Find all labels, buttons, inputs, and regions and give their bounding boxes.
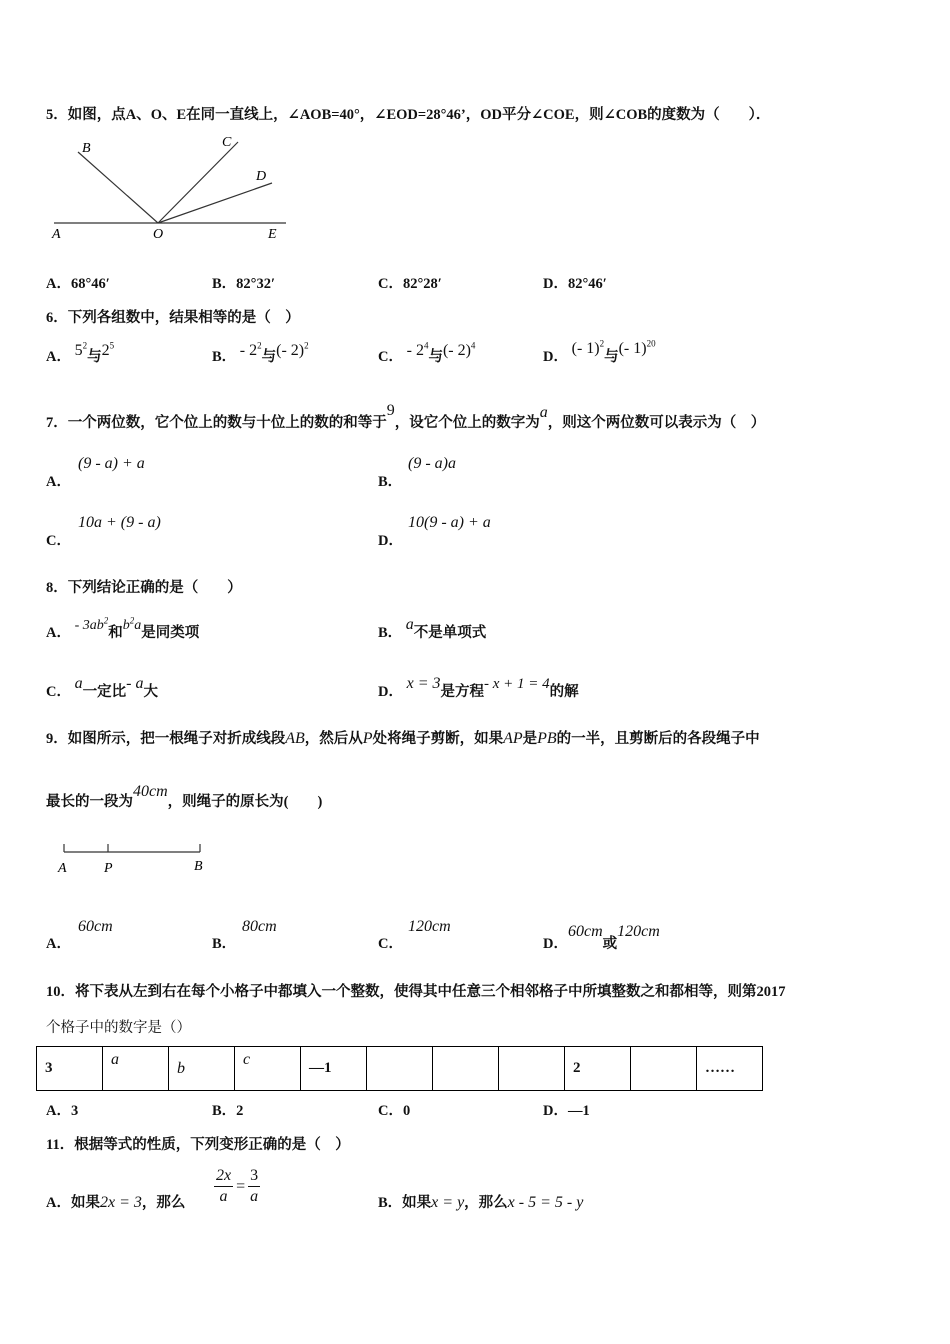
q10-option-b[interactable]: B．2 [212,1103,244,1119]
label-D: D [256,169,267,184]
table-cell [433,1047,499,1091]
q7-option-c[interactable]: C． [46,533,71,549]
q11-stem: 11．根据等式的性质，下列变形正确的是（ ） [46,1137,350,1153]
q5-option-c[interactable]: C．82°28′ [378,276,442,292]
q5-option-d[interactable]: D．82°46′ [543,276,607,292]
q6-option-c[interactable]: C． - $2^4$与(- 2)$^4$ [378,340,476,365]
q10-number-table [36,1046,763,1091]
q7-option-a[interactable]: A． [46,474,71,490]
ray-OD [158,183,272,223]
q9-value-c: 120cm [408,918,451,935]
table-cell: c [235,1047,301,1091]
fraction-right: $\frac{3}{a}$ [250,1167,259,1205]
q7-expr-c: 10a + (9 - a) [78,514,161,531]
label-E: E [268,227,277,242]
ray-OB [78,152,158,223]
table-cell: …… [697,1047,763,1091]
q10-stem-line2: 个格子中的数字是（） [46,1020,191,1036]
label-B: B [82,141,91,156]
q9-stem-line2: 最长的一段为40cm，则绳子的原长为( ) [46,783,323,810]
q10-option-c[interactable]: C．0 [378,1103,411,1119]
q8-option-d[interactable]: D． x = 3是方程- x + 1 = 4的解 [378,675,579,700]
label-A: A [58,861,67,876]
q6-option-b[interactable]: B． - $2^2$与(- 2)$^2$ [212,340,309,365]
q8-option-a[interactable]: A． - $3ab^2$和$b^2a$是同类项 [46,615,200,641]
table-cell: —1 [301,1047,367,1091]
table-cell: 2 [565,1047,631,1091]
q8-option-c[interactable]: C． a一定比- a大 [46,675,158,700]
q6-stem: 6．下列各组数中，结果相等的是（ ） [46,310,300,326]
label-O: O [153,227,164,242]
label-B: B [194,859,203,874]
q10-option-a[interactable]: A．3 [46,1103,79,1119]
q9-value-a: 60cm [78,918,113,935]
q9-option-c[interactable]: C． [378,936,403,952]
q8-stem: 8．下列结论正确的是（ ） [46,580,242,596]
q7-option-b[interactable]: B． [378,474,403,490]
q6-option-a[interactable]: A． $5^2$与$2^5$ [46,340,115,365]
fraction-left: $\frac{2x}{a}$ [216,1167,232,1205]
q9-stem-line1: 9．如图所示，把一根绳子对折成线段AB，然后从P处将绳子剪断，如果AP是PB的一半，且剪断后的各段绳子中 [46,730,760,747]
label-P: P [104,861,113,876]
q7-expr-b: (9 - a)a [408,455,456,472]
q5-option-b[interactable]: B．82°32′ [212,276,276,292]
table-cell: b [169,1047,235,1091]
q10-option-d[interactable]: D．—1 [543,1103,590,1119]
table-cell [367,1047,433,1091]
q10-stem: 10．将下表从左到右在每个小格子中都填入一个整数，使得其中任意三个相邻格子中所填整数之和都相等，则第2017 [46,984,786,1000]
q7-expr-a: (9 - a) + a [78,455,145,472]
q7-expr-d: 10(9 - a) + a [408,514,491,531]
q9-option-b[interactable]: B． [212,936,237,952]
q7-option-d[interactable]: D． [378,533,403,549]
q5-option-a[interactable]: A．68°46′ [46,276,110,292]
table-cell: 3 [37,1047,103,1091]
table-cell [499,1047,565,1091]
label-C: C [222,135,232,150]
q5-stem: 5．如图，点A、O、E在同一直线上，∠AOB=40°，∠EOD=28°46’，OD平分∠COE，则∠COB的度数为（ ）． [46,107,771,123]
q11-option-a[interactable]: A．如果2x = 3，那么 [46,1194,186,1211]
q9-figure [50,834,220,880]
q9-value-b: 80cm [242,918,277,935]
q9-option-d[interactable]: D．60cm或120cm [543,923,660,952]
q5-figure [46,130,296,245]
q8-option-b[interactable]: B． a不是单项式 [378,616,487,641]
q11-fraction-equation: $\frac{2x}{a}$ = $\frac{3}{a}$ [216,1167,259,1205]
table-cell: a [103,1047,169,1091]
q7-stem: 7．一个两位数，它个位上的数与十位上的数的和等于9，设它个位上的数字为a，则这个两位数可以表示为（ ） [46,402,766,431]
q6-option-d[interactable]: D． (- 1)$^2$与(- 1)$^{20}$ [543,338,656,365]
ray-OC [158,142,238,223]
q11-option-b[interactable]: B．如果x = y，那么x - 5 = 5 - y [378,1194,584,1211]
q9-option-a[interactable]: A． [46,936,71,952]
label-A: A [52,227,61,242]
table-cell [631,1047,697,1091]
